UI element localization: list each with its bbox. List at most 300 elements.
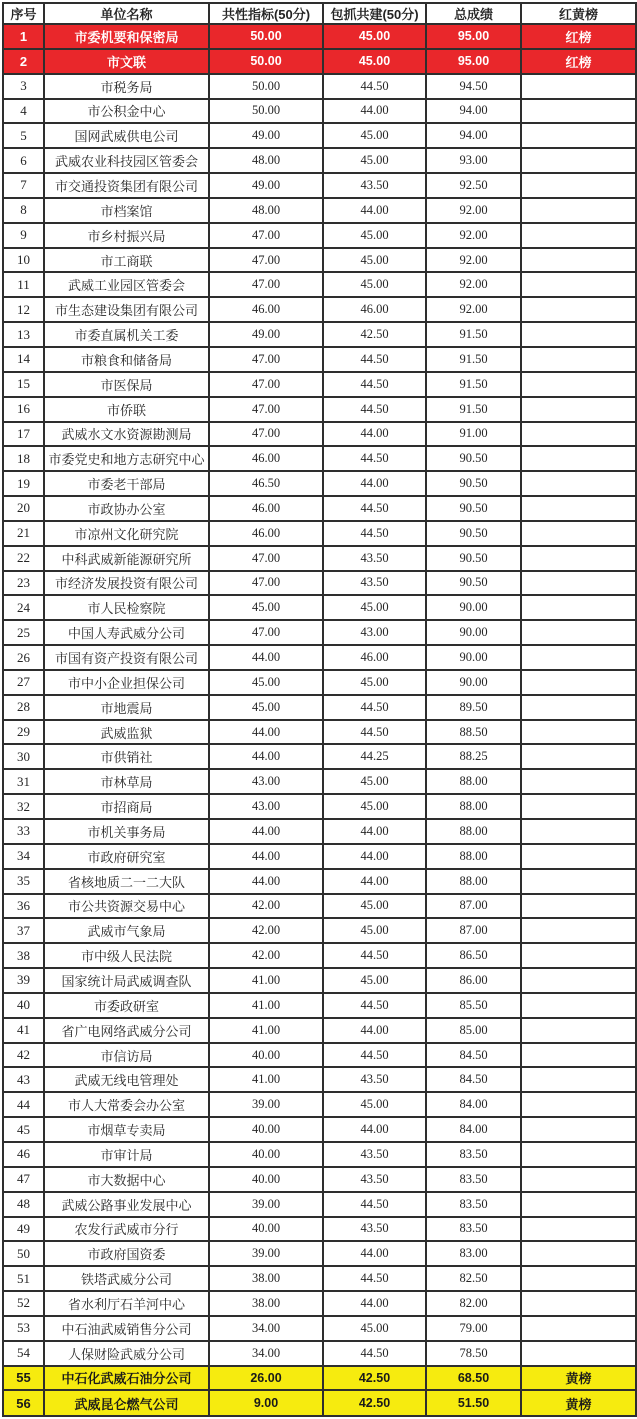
common-score-cell: 50.00: [209, 24, 323, 49]
table-row: [3, 769, 636, 794]
joint-score-cell: 42.50: [323, 322, 426, 347]
board-cell: [521, 521, 636, 546]
rank-cell: 49: [3, 1217, 44, 1242]
unit-name-cell: 市地震局: [44, 695, 209, 720]
board-cell: [521, 1092, 636, 1117]
rank-cell: 25: [3, 620, 44, 645]
board-cell: [521, 1018, 636, 1043]
table-row: [3, 918, 636, 943]
board-cell: [521, 397, 636, 422]
joint-score-cell: 44.50: [323, 993, 426, 1018]
common-score-cell: 43.00: [209, 794, 323, 819]
total-score-cell: 90.50: [426, 471, 521, 496]
rank-cell: 4: [3, 99, 44, 124]
total-score-cell: 95.00: [426, 49, 521, 74]
unit-name-cell: 市委直属机关工委: [44, 322, 209, 347]
rank-cell: 28: [3, 695, 44, 720]
total-score-cell: 90.00: [426, 595, 521, 620]
joint-score-cell: 42.50: [323, 1366, 426, 1391]
rank-cell: 53: [3, 1316, 44, 1341]
table-row: [3, 148, 636, 173]
joint-score-cell: 44.50: [323, 1043, 426, 1068]
common-score-cell: 49.00: [209, 322, 323, 347]
total-score-cell: 83.50: [426, 1192, 521, 1217]
table-row: [3, 943, 636, 968]
unit-name-cell: 人保财险武威分公司: [44, 1341, 209, 1366]
board-cell: [521, 198, 636, 223]
board-cell: [521, 943, 636, 968]
unit-name-cell: 市委老干部局: [44, 471, 209, 496]
board-cell: [521, 869, 636, 894]
board-cell: [521, 645, 636, 670]
common-score-cell: 42.00: [209, 918, 323, 943]
joint-score-cell: 44.50: [323, 1266, 426, 1291]
board-cell: [521, 322, 636, 347]
total-score-cell: 90.00: [426, 670, 521, 695]
common-score-cell: 46.00: [209, 496, 323, 521]
common-score-cell: 26.00: [209, 1366, 323, 1391]
table-row: [3, 819, 636, 844]
rank-cell: 9: [3, 223, 44, 248]
unit-name-cell: 武威水文水资源勘测局: [44, 422, 209, 447]
total-score-cell: 90.50: [426, 496, 521, 521]
rank-cell: 46: [3, 1142, 44, 1167]
table-row: [3, 670, 636, 695]
total-score-cell: 89.50: [426, 695, 521, 720]
joint-score-cell: 43.50: [323, 173, 426, 198]
table-row: [3, 1117, 636, 1142]
total-score-cell: 90.50: [426, 546, 521, 571]
unit-name-cell: 武威昆仑燃气公司: [44, 1390, 209, 1416]
common-score-cell: 40.00: [209, 1117, 323, 1142]
total-score-cell: 88.25: [426, 744, 521, 769]
board-cell: [521, 471, 636, 496]
common-score-cell: 48.00: [209, 198, 323, 223]
board-cell: [521, 1241, 636, 1266]
joint-score-cell: 43.50: [323, 571, 426, 596]
joint-score-cell: 44.50: [323, 446, 426, 471]
board-cell: [521, 496, 636, 521]
table-row: [3, 272, 636, 297]
board-cell: [521, 297, 636, 322]
board-cell: [521, 148, 636, 173]
total-score-cell: 85.50: [426, 993, 521, 1018]
unit-name-cell: 市公共资源交易中心: [44, 894, 209, 919]
joint-score-cell: 44.50: [323, 695, 426, 720]
rank-cell: 50: [3, 1241, 44, 1266]
board-cell: [521, 1291, 636, 1316]
joint-score-cell: 44.00: [323, 422, 426, 447]
unit-name-cell: 市经济发展投资有限公司: [44, 571, 209, 596]
common-score-cell: 47.00: [209, 372, 323, 397]
common-score-cell: 42.00: [209, 943, 323, 968]
board-cell: [521, 223, 636, 248]
rank-cell: 14: [3, 347, 44, 372]
total-score-cell: 91.50: [426, 322, 521, 347]
unit-name-cell: 市乡村振兴局: [44, 223, 209, 248]
common-score-cell: 44.00: [209, 844, 323, 869]
board-cell: [521, 620, 636, 645]
rank-cell: 52: [3, 1291, 44, 1316]
board-cell: [521, 1067, 636, 1092]
unit-name-cell: 中石化武威石油分公司: [44, 1366, 209, 1391]
table-row: [3, 471, 636, 496]
table-row: [3, 49, 636, 74]
common-score-cell: 38.00: [209, 1266, 323, 1291]
joint-score-cell: 44.00: [323, 198, 426, 223]
unit-name-cell: 市人大常委会办公室: [44, 1092, 209, 1117]
total-score-cell: 91.50: [426, 372, 521, 397]
board-cell: [521, 272, 636, 297]
table-body: [3, 24, 636, 1416]
board-cell: [521, 1043, 636, 1068]
unit-name-cell: 市生态建设集团有限公司: [44, 297, 209, 322]
header-cell-name: 单位名称: [44, 3, 209, 24]
total-score-cell: 90.00: [426, 620, 521, 645]
common-score-cell: 47.00: [209, 248, 323, 273]
common-score-cell: 47.00: [209, 546, 323, 571]
table-row: [3, 1241, 636, 1266]
rank-cell: 16: [3, 397, 44, 422]
table-row: [3, 1167, 636, 1192]
total-score-cell: 94.50: [426, 74, 521, 99]
board-cell: 黄榜: [521, 1366, 636, 1391]
rank-cell: 39: [3, 968, 44, 993]
board-cell: [521, 1266, 636, 1291]
table-row: [3, 223, 636, 248]
total-score-cell: 88.50: [426, 720, 521, 745]
joint-score-cell: 44.50: [323, 521, 426, 546]
table-row: [3, 74, 636, 99]
total-score-cell: 68.50: [426, 1366, 521, 1391]
unit-name-cell: 中国人寿武威分公司: [44, 620, 209, 645]
joint-score-cell: 45.00: [323, 769, 426, 794]
joint-score-cell: 44.00: [323, 1117, 426, 1142]
joint-score-cell: 44.50: [323, 1192, 426, 1217]
rank-cell: 26: [3, 645, 44, 670]
unit-name-cell: 省水利厅石羊河中心: [44, 1291, 209, 1316]
rank-cell: 41: [3, 1018, 44, 1043]
table-row: [3, 1192, 636, 1217]
rank-cell: 11: [3, 272, 44, 297]
common-score-cell: 40.00: [209, 1043, 323, 1068]
board-cell: [521, 1192, 636, 1217]
total-score-cell: 78.50: [426, 1341, 521, 1366]
board-cell: [521, 1167, 636, 1192]
unit-name-cell: 市中级人民法院: [44, 943, 209, 968]
joint-score-cell: 44.50: [323, 74, 426, 99]
rank-cell: 27: [3, 670, 44, 695]
unit-name-cell: 市粮食和储备局: [44, 347, 209, 372]
table-row: [3, 1092, 636, 1117]
unit-name-cell: 市医保局: [44, 372, 209, 397]
common-score-cell: 46.00: [209, 297, 323, 322]
rank-cell: 10: [3, 248, 44, 273]
total-score-cell: 92.00: [426, 198, 521, 223]
table-row: [3, 198, 636, 223]
total-score-cell: 85.00: [426, 1018, 521, 1043]
table-row: [3, 1291, 636, 1316]
unit-name-cell: 市工商联: [44, 248, 209, 273]
rank-cell: 45: [3, 1117, 44, 1142]
joint-score-cell: 45.00: [323, 123, 426, 148]
unit-name-cell: 市信访局: [44, 1043, 209, 1068]
table-row: [3, 645, 636, 670]
rank-cell: 7: [3, 173, 44, 198]
table-row: [3, 422, 636, 447]
rank-cell: 43: [3, 1067, 44, 1092]
board-cell: 红榜: [521, 49, 636, 74]
ranking-table: [2, 2, 637, 1417]
common-score-cell: 44.00: [209, 720, 323, 745]
rank-cell: 13: [3, 322, 44, 347]
rank-cell: 29: [3, 720, 44, 745]
table-row: [3, 123, 636, 148]
board-cell: [521, 993, 636, 1018]
unit-name-cell: 市大数据中心: [44, 1167, 209, 1192]
rank-cell: 51: [3, 1266, 44, 1291]
unit-name-cell: 市招商局: [44, 794, 209, 819]
common-score-cell: 45.00: [209, 595, 323, 620]
joint-score-cell: 45.00: [323, 148, 426, 173]
common-score-cell: 34.00: [209, 1341, 323, 1366]
joint-score-cell: 43.50: [323, 1217, 426, 1242]
total-score-cell: 94.00: [426, 123, 521, 148]
joint-score-cell: 43.50: [323, 546, 426, 571]
common-score-cell: 47.00: [209, 571, 323, 596]
unit-name-cell: 市国有资产投资有限公司: [44, 645, 209, 670]
board-cell: [521, 173, 636, 198]
table-row: [3, 1018, 636, 1043]
rank-cell: 34: [3, 844, 44, 869]
table-row: [3, 1366, 636, 1391]
table-row: [3, 24, 636, 49]
rank-cell: 37: [3, 918, 44, 943]
total-score-cell: 79.00: [426, 1316, 521, 1341]
rank-cell: 3: [3, 74, 44, 99]
total-score-cell: 88.00: [426, 844, 521, 869]
common-score-cell: 9.00: [209, 1390, 323, 1416]
table-row: [3, 446, 636, 471]
table-row: [3, 695, 636, 720]
unit-name-cell: 国家统计局武威调查队: [44, 968, 209, 993]
unit-name-cell: 市政协办公室: [44, 496, 209, 521]
table-row: [3, 521, 636, 546]
rank-cell: 47: [3, 1167, 44, 1192]
unit-name-cell: 中石油武威销售分公司: [44, 1316, 209, 1341]
table-row: [3, 968, 636, 993]
table-row: [3, 1067, 636, 1092]
header-cell-joint: 包抓共建(50分): [323, 3, 426, 24]
rank-cell: 5: [3, 123, 44, 148]
board-cell: [521, 819, 636, 844]
total-score-cell: 93.00: [426, 148, 521, 173]
board-cell: [521, 422, 636, 447]
rank-cell: 2: [3, 49, 44, 74]
unit-name-cell: 市政府研究室: [44, 844, 209, 869]
rank-cell: 40: [3, 993, 44, 1018]
common-score-cell: 39.00: [209, 1241, 323, 1266]
total-score-cell: 92.50: [426, 173, 521, 198]
total-score-cell: 95.00: [426, 24, 521, 49]
unit-name-cell: 市烟草专卖局: [44, 1117, 209, 1142]
joint-score-cell: 46.00: [323, 297, 426, 322]
unit-name-cell: 市审计局: [44, 1142, 209, 1167]
joint-score-cell: 44.00: [323, 471, 426, 496]
table-row: [3, 546, 636, 571]
unit-name-cell: 省广电网络武威分公司: [44, 1018, 209, 1043]
board-cell: [521, 248, 636, 273]
unit-name-cell: 铁塔武威分公司: [44, 1266, 209, 1291]
total-score-cell: 87.00: [426, 894, 521, 919]
common-score-cell: 50.00: [209, 49, 323, 74]
unit-name-cell: 市交通投资集团有限公司: [44, 173, 209, 198]
table-row: [3, 1217, 636, 1242]
joint-score-cell: 43.00: [323, 620, 426, 645]
table-row: [3, 595, 636, 620]
rank-cell: 18: [3, 446, 44, 471]
board-cell: [521, 571, 636, 596]
rank-cell: 38: [3, 943, 44, 968]
joint-score-cell: 44.00: [323, 844, 426, 869]
total-score-cell: 91.50: [426, 347, 521, 372]
common-score-cell: 49.00: [209, 173, 323, 198]
unit-name-cell: 武威无线电管理处: [44, 1067, 209, 1092]
rank-cell: 1: [3, 24, 44, 49]
board-cell: [521, 894, 636, 919]
total-score-cell: 88.00: [426, 819, 521, 844]
joint-score-cell: 43.50: [323, 1167, 426, 1192]
rank-cell: 22: [3, 546, 44, 571]
common-score-cell: 48.00: [209, 148, 323, 173]
total-score-cell: 90.50: [426, 521, 521, 546]
common-score-cell: 34.00: [209, 1316, 323, 1341]
joint-score-cell: 44.50: [323, 372, 426, 397]
board-cell: [521, 794, 636, 819]
joint-score-cell: 45.00: [323, 49, 426, 74]
joint-score-cell: 44.50: [323, 496, 426, 521]
table-row: [3, 99, 636, 124]
total-score-cell: 82.00: [426, 1291, 521, 1316]
unit-name-cell: 市委机要和保密局: [44, 24, 209, 49]
total-score-cell: 90.50: [426, 571, 521, 596]
joint-score-cell: 45.00: [323, 918, 426, 943]
table-row: [3, 1266, 636, 1291]
board-cell: [521, 546, 636, 571]
rank-cell: 42: [3, 1043, 44, 1068]
total-score-cell: 86.50: [426, 943, 521, 968]
total-score-cell: 84.00: [426, 1092, 521, 1117]
total-score-cell: 87.00: [426, 918, 521, 943]
board-cell: [521, 1117, 636, 1142]
board-cell: [521, 769, 636, 794]
common-score-cell: 38.00: [209, 1291, 323, 1316]
table-header: [3, 3, 636, 24]
common-score-cell: 45.00: [209, 670, 323, 695]
total-score-cell: 88.00: [426, 869, 521, 894]
table-row: [3, 248, 636, 273]
total-score-cell: 51.50: [426, 1390, 521, 1416]
joint-score-cell: 46.00: [323, 645, 426, 670]
rank-cell: 17: [3, 422, 44, 447]
rank-cell: 30: [3, 744, 44, 769]
table-row: [3, 571, 636, 596]
table-row: [3, 1142, 636, 1167]
table-row: [3, 869, 636, 894]
unit-name-cell: 武威市气象局: [44, 918, 209, 943]
unit-name-cell: 武威农业科技园区管委会: [44, 148, 209, 173]
common-score-cell: 47.00: [209, 620, 323, 645]
joint-score-cell: 45.00: [323, 24, 426, 49]
unit-name-cell: 中科武威新能源研究所: [44, 546, 209, 571]
board-cell: [521, 446, 636, 471]
rank-cell: 23: [3, 571, 44, 596]
common-score-cell: 44.00: [209, 869, 323, 894]
total-score-cell: 90.50: [426, 446, 521, 471]
board-cell: [521, 1316, 636, 1341]
joint-score-cell: 44.00: [323, 1241, 426, 1266]
total-score-cell: 92.00: [426, 223, 521, 248]
board-cell: [521, 918, 636, 943]
table-row: [3, 297, 636, 322]
rank-cell: 15: [3, 372, 44, 397]
joint-score-cell: 45.00: [323, 968, 426, 993]
joint-score-cell: 44.25: [323, 744, 426, 769]
common-score-cell: 45.00: [209, 695, 323, 720]
table-row: [3, 794, 636, 819]
joint-score-cell: 45.00: [323, 248, 426, 273]
board-cell: [521, 1142, 636, 1167]
unit-name-cell: 武威监狱: [44, 720, 209, 745]
table-row: [3, 744, 636, 769]
board-cell: [521, 372, 636, 397]
unit-name-cell: 市中小企业担保公司: [44, 670, 209, 695]
header-cell-common: 共性指标(50分): [209, 3, 323, 24]
unit-name-cell: 市侨联: [44, 397, 209, 422]
rank-cell: 54: [3, 1341, 44, 1366]
board-cell: [521, 670, 636, 695]
common-score-cell: 47.00: [209, 272, 323, 297]
rank-cell: 35: [3, 869, 44, 894]
common-score-cell: 44.00: [209, 645, 323, 670]
table-row: [3, 322, 636, 347]
common-score-cell: 40.00: [209, 1142, 323, 1167]
joint-score-cell: 44.00: [323, 99, 426, 124]
table-row: [3, 993, 636, 1018]
rank-cell: 32: [3, 794, 44, 819]
rank-cell: 19: [3, 471, 44, 496]
common-score-cell: 43.00: [209, 769, 323, 794]
table-row: [3, 397, 636, 422]
common-score-cell: 41.00: [209, 993, 323, 1018]
table-row: [3, 1390, 636, 1416]
header-cell-index: 序号: [3, 3, 44, 24]
common-score-cell: 44.00: [209, 744, 323, 769]
total-score-cell: 83.50: [426, 1167, 521, 1192]
total-score-cell: 92.00: [426, 272, 521, 297]
total-score-cell: 86.00: [426, 968, 521, 993]
joint-score-cell: 42.50: [323, 1390, 426, 1416]
unit-name-cell: 市档案馆: [44, 198, 209, 223]
common-score-cell: 47.00: [209, 397, 323, 422]
common-score-cell: 46.00: [209, 521, 323, 546]
board-cell: [521, 99, 636, 124]
total-score-cell: 92.00: [426, 248, 521, 273]
total-score-cell: 88.00: [426, 794, 521, 819]
common-score-cell: 39.00: [209, 1092, 323, 1117]
board-cell: [521, 720, 636, 745]
common-score-cell: 50.00: [209, 99, 323, 124]
